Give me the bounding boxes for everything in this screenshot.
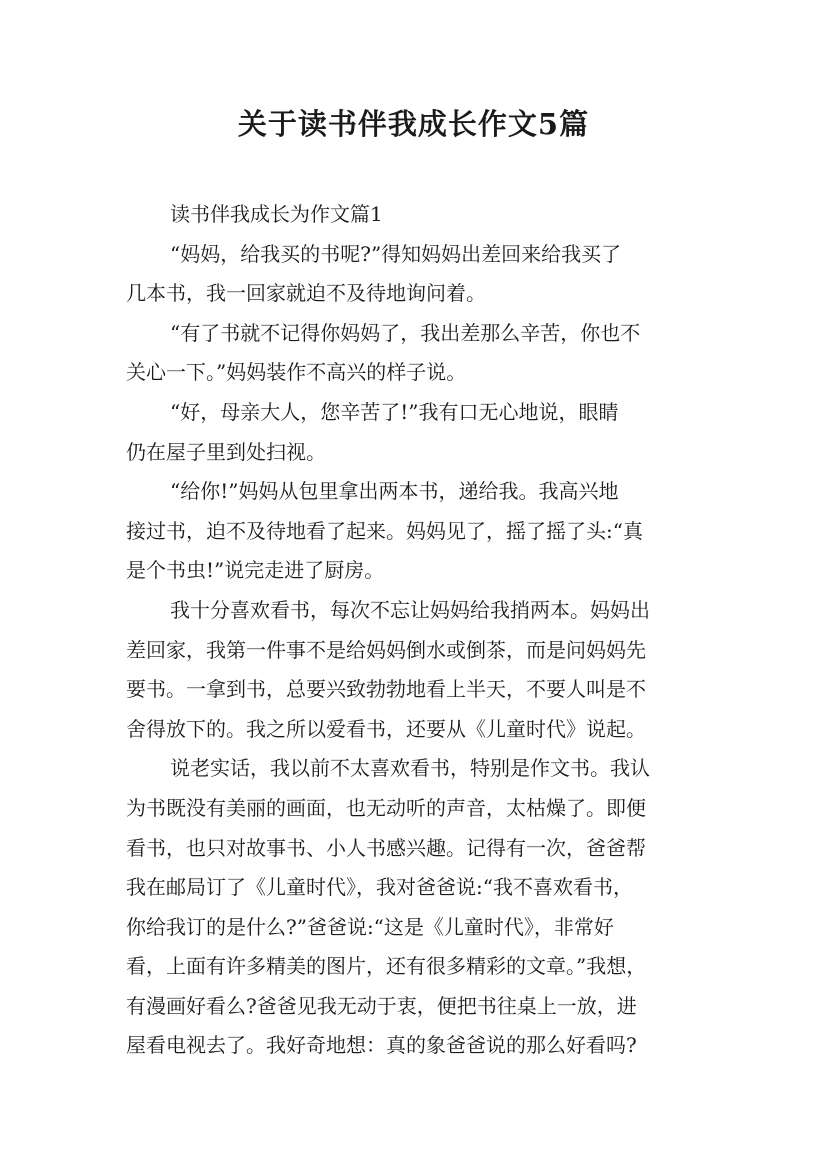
paragraph-line: 舍得放下的。我之所以爱看书，还要从《儿童时代》说起。: [126, 716, 646, 741]
paragraph-line: 仍在屋子里到处扫视。: [126, 439, 326, 464]
paragraph-line: 为书既没有美丽的画面，也无动听的声音，太枯燥了。即便: [126, 795, 646, 820]
document-title: 关于读书伴我成长作文5篇: [237, 107, 590, 141]
paragraph-line: 说老实话，我以前不太喜欢看书，特别是作文书。我认: [170, 756, 650, 781]
paragraph-line: “给你!”妈妈从包里拿出两本书，递给我。我高兴地: [170, 479, 619, 504]
paragraph-line: 我在邮局订了《儿童时代》，我对爸爸说:“我不喜欢看书，: [126, 875, 633, 900]
paragraph-line: 有漫画好看么?爸爸见我无动于衷，便把书往桌上一放，进: [126, 993, 637, 1018]
paragraph-line: 关心一下。”妈妈装作不高兴的样子说。: [126, 360, 467, 385]
paragraph-line: 屋看电视去了。我好奇地想：真的象爸爸说的那么好看吗?: [126, 1033, 637, 1058]
document-body: [126, 195, 714, 1066]
paragraph-line: 要书。一拿到书，总要兴致勃勃地看上半天，不要人叫是不: [126, 677, 646, 702]
paragraph-line: “有了书就不记得你妈妈了，我出差那么辛苦，你也不: [170, 320, 641, 345]
paragraph-line: 是个书虫!”说完走进了厨房。: [126, 558, 385, 583]
paragraph-line: 差回家，我第一件事不是给妈妈倒水或倒茶，而是问妈妈先: [126, 637, 646, 662]
paragraph-line: 我十分喜欢看书，每次不忘让妈妈给我捎两本。妈妈出: [170, 597, 650, 622]
paragraph-line: “妈妈，给我买的书呢?”得知妈妈出差回来给我买了: [170, 241, 622, 266]
paragraph-line: 看书，也只对故事书、小人书感兴趣。记得有一次，爸爸帮: [126, 835, 646, 860]
paragraph-line: “好，母亲大人，您辛苦了!”我有口无心地说，眼睛: [170, 399, 619, 424]
paragraph-line: 几本书，我一回家就迫不及待地询问着。: [126, 281, 486, 306]
paragraph-line: 接过书，迫不及待地看了起来。妈妈见了，摇了摇了头:“真: [126, 518, 643, 543]
section-heading: 读书伴我成长为作文篇1: [170, 202, 383, 226]
paragraph-line: 看，上面有许多精美的图片，还有很多精彩的文章。”我想，: [126, 954, 647, 979]
paragraph-line: 你给我订的是什么?”爸爸说:“这是《儿童时代》，非常好: [126, 914, 614, 939]
